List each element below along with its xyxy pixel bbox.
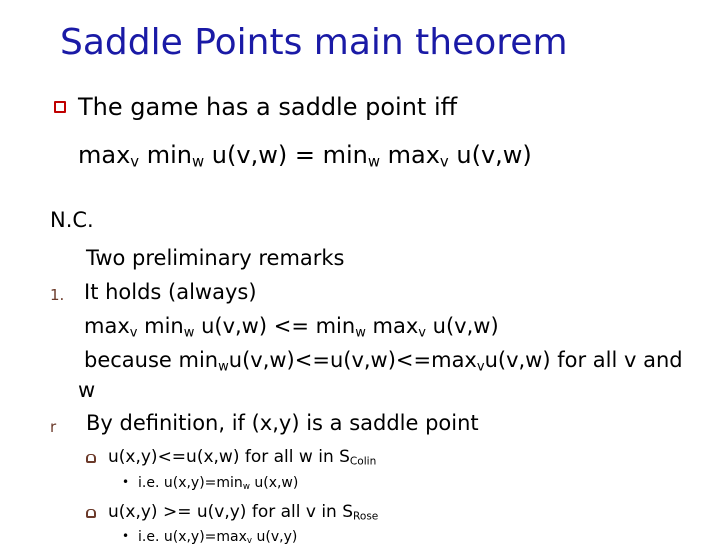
bullet-text: The game has a saddle point iff [78, 93, 458, 121]
because-wrap: w [78, 378, 96, 402]
because-line: because $\min_wu(v,w)<=u(v,w)<=\max_vu(v,w)$ for all v and [84, 348, 683, 375]
square-bullet-icon [54, 101, 66, 113]
inequality: $\max_v \min_w u(v,w) <= \min_w \max_v u(v,w)$ [84, 314, 499, 341]
item2-marker: r [50, 418, 57, 436]
remarks-intro: Two preliminary remarks [86, 246, 345, 270]
sub-bullet-icon [86, 454, 96, 463]
sub-bullet-icon [86, 509, 96, 518]
item-number: 1. [50, 286, 65, 304]
sub-item-rose: u(x,y) >= u(v,y) for all v in $S_{Rose}$ [108, 502, 379, 523]
sub-detail-colin: i.e. $u(x,y)=\min_w$ u(x,w) [138, 475, 299, 493]
slide-title: Saddle Points main theorem [60, 22, 568, 63]
saddle-equation: $\max_v \min_w u(v,w) = \min_w \max_v u(v,w)$ [78, 141, 532, 171]
bullet-dot-icon: • [122, 529, 130, 543]
nc-label: N.C. [50, 208, 94, 232]
bullet-dot-icon: • [122, 475, 130, 489]
item1-text: It holds (always) [84, 280, 257, 304]
item2-text: By definition, if (x,y) is a saddle point [86, 411, 479, 435]
sub-item-colin: u(x,y)<=u(x,w) for all w in $S_{Colin}$ [108, 447, 377, 468]
sub-detail-rose: i.e. $u(x,y)=\max_v$ u(v,y) [138, 529, 298, 546]
